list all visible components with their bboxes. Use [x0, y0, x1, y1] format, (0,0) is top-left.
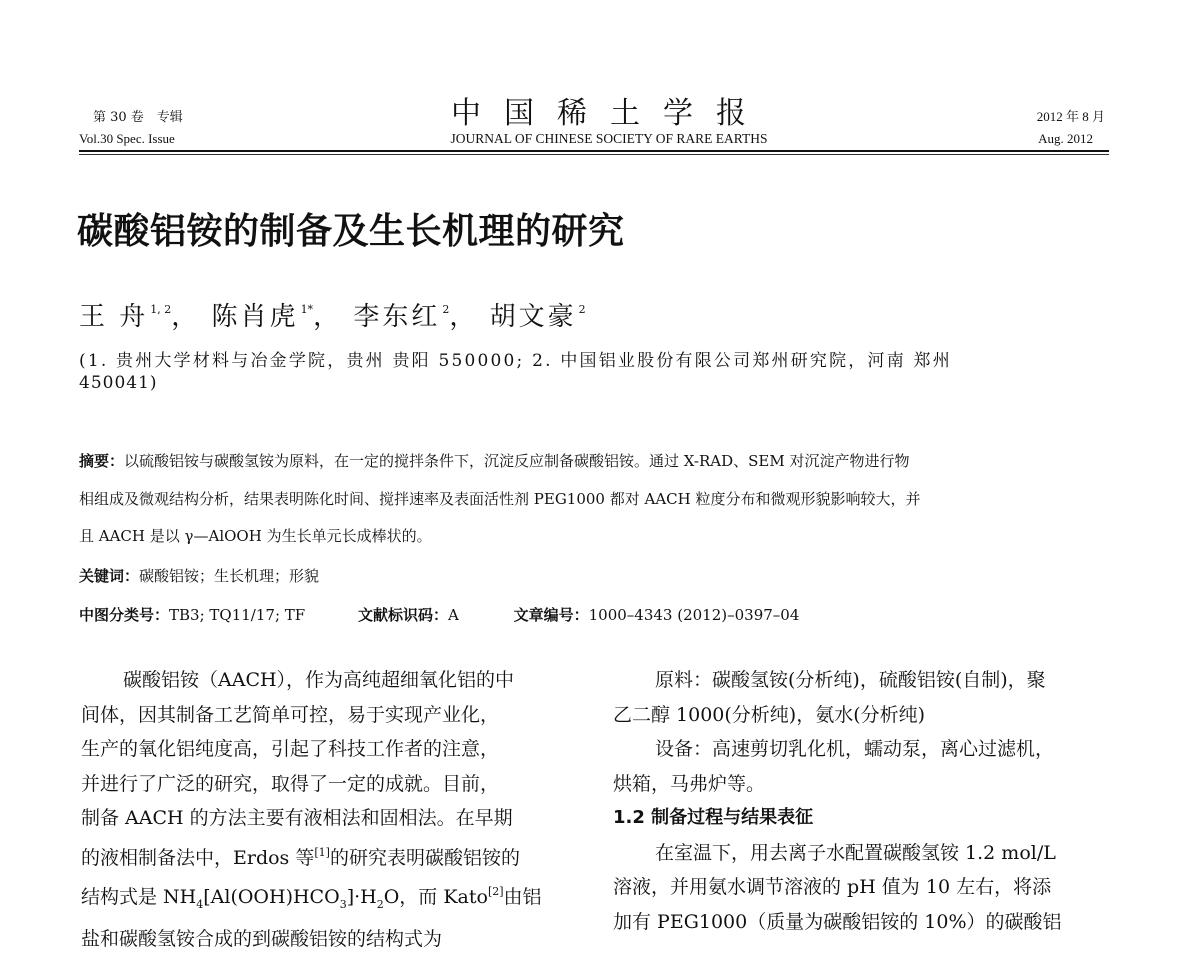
clc-number: [79, 604, 305, 625]
volume-issue-en: Vol.30 Spec. Issue: [79, 131, 175, 146]
article-no-value: 1000–4343 (2012)–0397–04: [588, 606, 800, 624]
keywords-value: 碳酸铝铵；生长机理；形貌: [139, 567, 320, 585]
citation-ref[interactable]: [2]: [487, 885, 504, 898]
body-line: 生产的氧化铝纯度高，引起了科技工作者的注意，: [81, 738, 500, 760]
author-affiliation-marker: 2: [442, 303, 450, 316]
clc-value: TB3; TQ11/17; TF: [169, 606, 306, 624]
body-line: [81, 875, 561, 922]
body-text: [Al(OOH)HCO: [203, 886, 340, 908]
equipment-line: 烘箱，马弗炉等。: [613, 772, 766, 795]
body-line: 碳酸铝铵（AACH），作为高纯超细氧化铝的中: [123, 669, 515, 691]
body-column-right: [613, 663, 1113, 939]
citation-ref[interactable]: [1]: [314, 845, 330, 859]
subscript: 3: [339, 897, 347, 911]
body-line: 制备 AACH 的方法主要有液相法和固相法。在早期: [81, 807, 513, 829]
doc-code-value: A: [447, 606, 459, 624]
procedure-line-partial: 加有 PEG1000（质量为碳酸铝铵的 10%）的碳酸铝: [613, 910, 1062, 933]
body-text: O，而 Kato: [383, 886, 488, 908]
body-text: 由铝: [503, 886, 542, 908]
volume-issue-cn: 第 30 卷 专辑: [93, 110, 183, 125]
procedure-line: 在室温下，用去离子水配置碳酸氢铵 1.2 mol/L: [655, 841, 1056, 864]
classification-row: [79, 604, 799, 625]
author-separator: ，: [171, 302, 201, 332]
body-text: 的研究表明碳酸铝铵的: [329, 846, 520, 869]
body-line-partial: 盐和碳酸氢铵合成的到碳酸铝铵的结构式为: [81, 928, 443, 951]
article-number: [514, 604, 800, 625]
header-rule-thin: [79, 154, 1109, 155]
section-heading: 1.2 制备过程与结果表征: [613, 807, 814, 828]
materials-line: 原料：碳酸氢铵(分析纯)，硫酸铝铵(自制)，聚: [655, 669, 1046, 691]
body-line: 间体，因其制备工艺简单可控，易于实现产业化，: [81, 703, 500, 726]
keywords-row: [79, 565, 319, 586]
doc-code-label: 文献标识码：: [357, 606, 448, 624]
issue-date-cn: 2012 年 8 月: [1036, 109, 1105, 124]
author-name: 李东红: [353, 302, 441, 332]
affiliations-line-2: 450041): [79, 373, 158, 393]
author-affiliation-marker: 1, 2: [150, 303, 172, 316]
author-affiliation-marker: 1*: [300, 303, 314, 316]
body-line: [81, 836, 561, 876]
abstract-line-1: [79, 450, 910, 471]
paper-title: 碳酸铝铵的制备及生长机理的研究: [77, 211, 625, 252]
author-separator: ，: [313, 302, 343, 332]
body-line: 并进行了广泛的研究，取得了一定的成就。目前，: [81, 772, 500, 795]
issue-date-en: Aug. 2012: [1038, 131, 1093, 146]
clc-label: 中图分类号：: [79, 606, 170, 624]
procedure-line: 溶液，并用氨水调节溶液的 pH 值为 10 左右，将添: [613, 876, 1052, 898]
keywords-label: 关键词：: [79, 567, 140, 585]
document-code: [358, 604, 459, 625]
abstract-line-2: 相组成及微观结构分析，结果表明陈化时间、搅拌速率及表面活性剂 PEG1000 都对 AACH 粒度分布和微观形貌影响较大，并: [79, 490, 921, 508]
body-text: 的液相制备法中，Erdos 等: [81, 846, 315, 869]
body-text: 结构式是 NH: [81, 886, 197, 908]
subscript: 4: [196, 897, 204, 911]
author-affiliation-marker: 2: [578, 303, 586, 316]
affiliations-line-1: (1. 贵州大学材料与冶金学院，贵州 贵阳 550000; 2. 中国铝业股份有限公司郑州研究院，河南 郑州: [79, 351, 952, 371]
abstract-line-3: 且 AACH 是以 γ—AlOOH 为生长单元长成棒状的。: [79, 527, 432, 545]
author-name: 陈肖虎: [211, 302, 299, 332]
journal-title-en: JOURNAL OF CHINESE SOCIETY OF RARE EARTHS: [450, 131, 768, 146]
subscript: 2: [376, 897, 384, 911]
article-no-label: 文章编号：: [513, 606, 589, 624]
author-name: 王 舟: [79, 302, 149, 332]
abstract-label: 摘要：: [79, 452, 125, 470]
author-separator: ，: [449, 302, 479, 332]
body-text: ]·H: [346, 886, 377, 908]
author-list: [79, 296, 586, 333]
body-column-left: [81, 663, 561, 957]
equipment-line: 设备：高速剪切乳化机，蠕动泵，离心过滤机，: [655, 738, 1055, 760]
header-rule-thick: [79, 150, 1109, 152]
abstract-text: 以硫酸铝铵与碳酸氢铵为原料，在一定的搅拌条件下，沉淀反应制备碳酸铝铵。通过 X-RAD、SEM 对沉淀产物进行物: [124, 452, 910, 470]
journal-title-cn: 中国稀土学报: [451, 96, 769, 131]
author-name: 胡文豪: [489, 302, 577, 332]
materials-line: 乙二醇 1000(分析纯)，氨水(分析纯): [613, 703, 926, 726]
